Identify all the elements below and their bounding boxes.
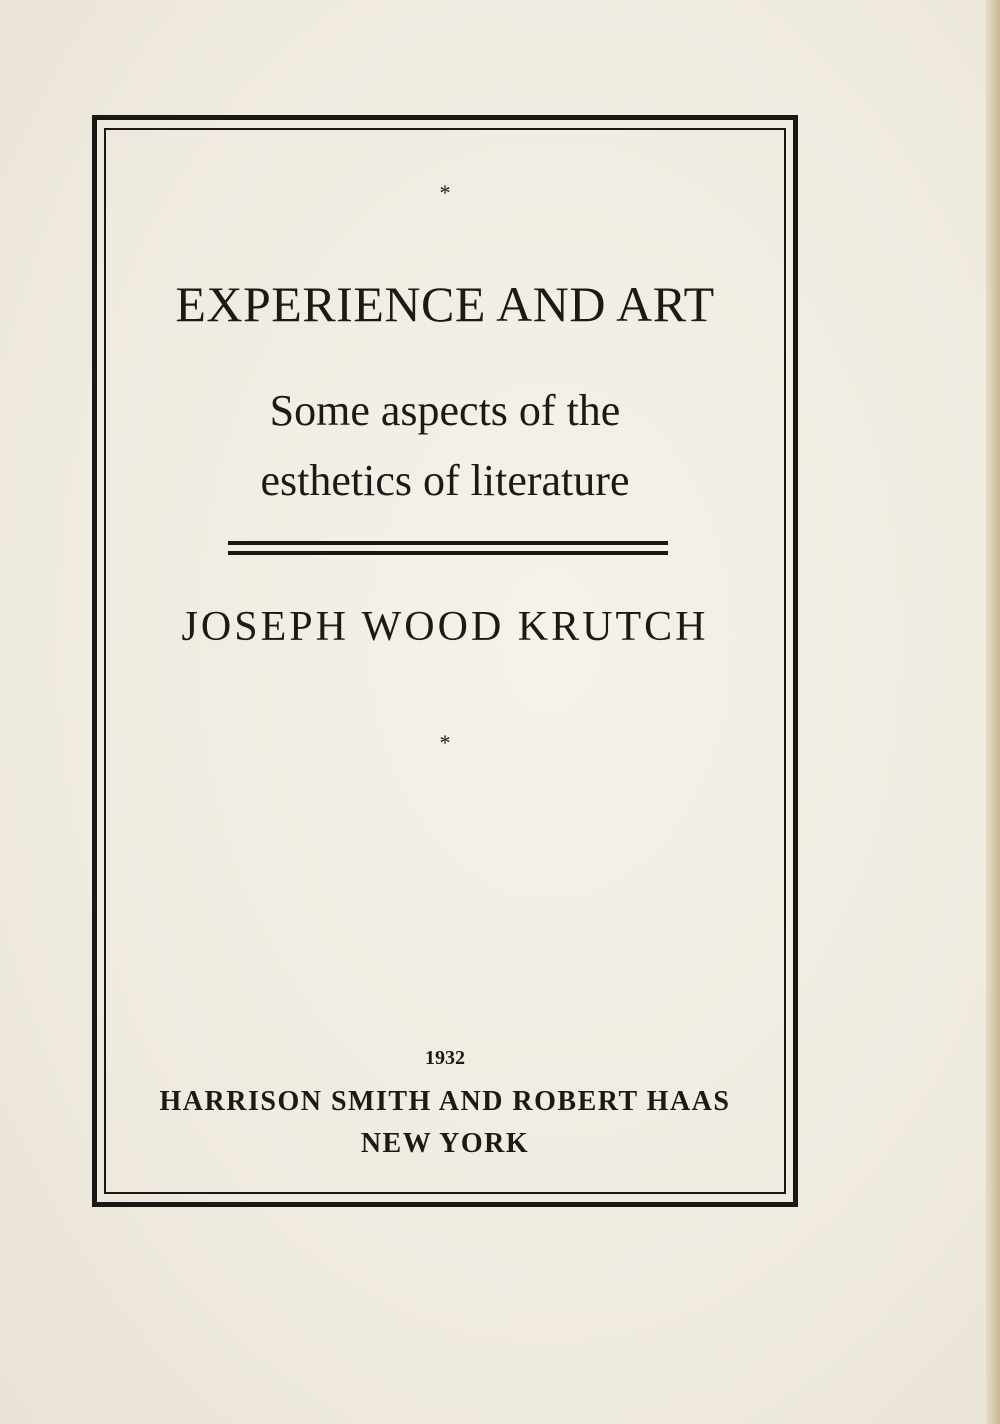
publication-year: 1932 (425, 1047, 465, 1069)
book-subtitle (104, 376, 786, 516)
author-name: JOSEPH WOOD KRUTCH (181, 604, 709, 650)
double-rule-top (228, 541, 668, 545)
page-edge (986, 0, 1000, 1424)
top-star-ornament: * (439, 180, 451, 205)
publisher-name: HARRISON SMITH AND ROBERT HAAS (159, 1086, 731, 1117)
subtitle-line-1: Some aspects of the (269, 386, 621, 435)
book-title: EXPERIENCE AND ART (175, 276, 715, 332)
bottom-star-ornament: * (439, 730, 451, 755)
double-rule-bottom (228, 551, 668, 555)
publication-city: NEW YORK (360, 1128, 530, 1159)
subtitle-line-2: esthetics of literature (260, 456, 630, 505)
